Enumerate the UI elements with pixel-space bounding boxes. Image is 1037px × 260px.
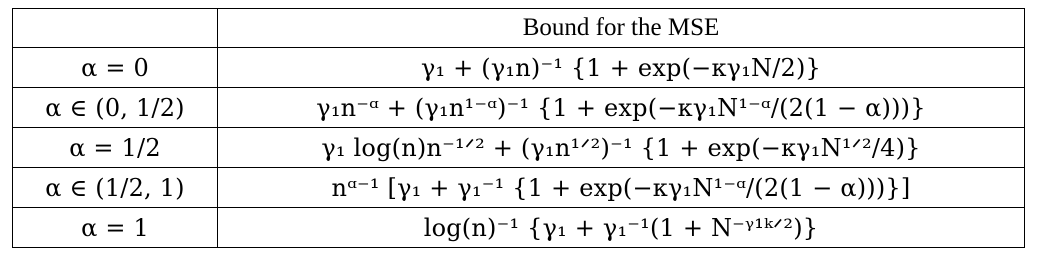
table-row [13,128,1025,168]
mse-bound-table [12,8,1025,248]
alpha-cell: α ∈ (1/2, 1) [13,168,218,208]
table-row [13,208,1025,248]
alpha-cell: α = 1 [13,208,218,248]
header-row [13,9,1025,48]
table-row [13,168,1025,208]
alpha-cell: α = 1/2 [13,128,218,168]
alpha-cell: α = 0 [13,48,218,88]
bound-cell: γ₁ + (γ₁n)⁻¹ {1 + exp(−κγ₁N/2)} [218,48,1025,88]
table-row [13,48,1025,88]
header-cell-bound: Bound for the MSE [218,9,1025,48]
header-cell-alpha [13,9,218,48]
alpha-cell: α ∈ (0, 1/2) [13,88,218,128]
bound-cell: log(n)⁻¹ {γ₁ + γ₁⁻¹(1 + N⁻ᵞ¹ᵏᐟ²)} [218,208,1025,248]
bound-cell: nᵅ⁻¹ [γ₁ + γ₁⁻¹ {1 + exp(−κγ₁N¹⁻ᵅ/(2(1 − α)))}] [218,168,1025,208]
table-row [13,88,1025,128]
bound-cell: γ₁n⁻ᵅ + (γ₁n¹⁻ᵅ)⁻¹ {1 + exp(−κγ₁N¹⁻ᵅ/(2(1 − α)))} [218,88,1025,128]
bound-cell: γ₁ log(n)n⁻¹ᐟ² + (γ₁n¹ᐟ²)⁻¹ {1 + exp(−κγ₁N¹ᐟ²/4)} [218,128,1025,168]
